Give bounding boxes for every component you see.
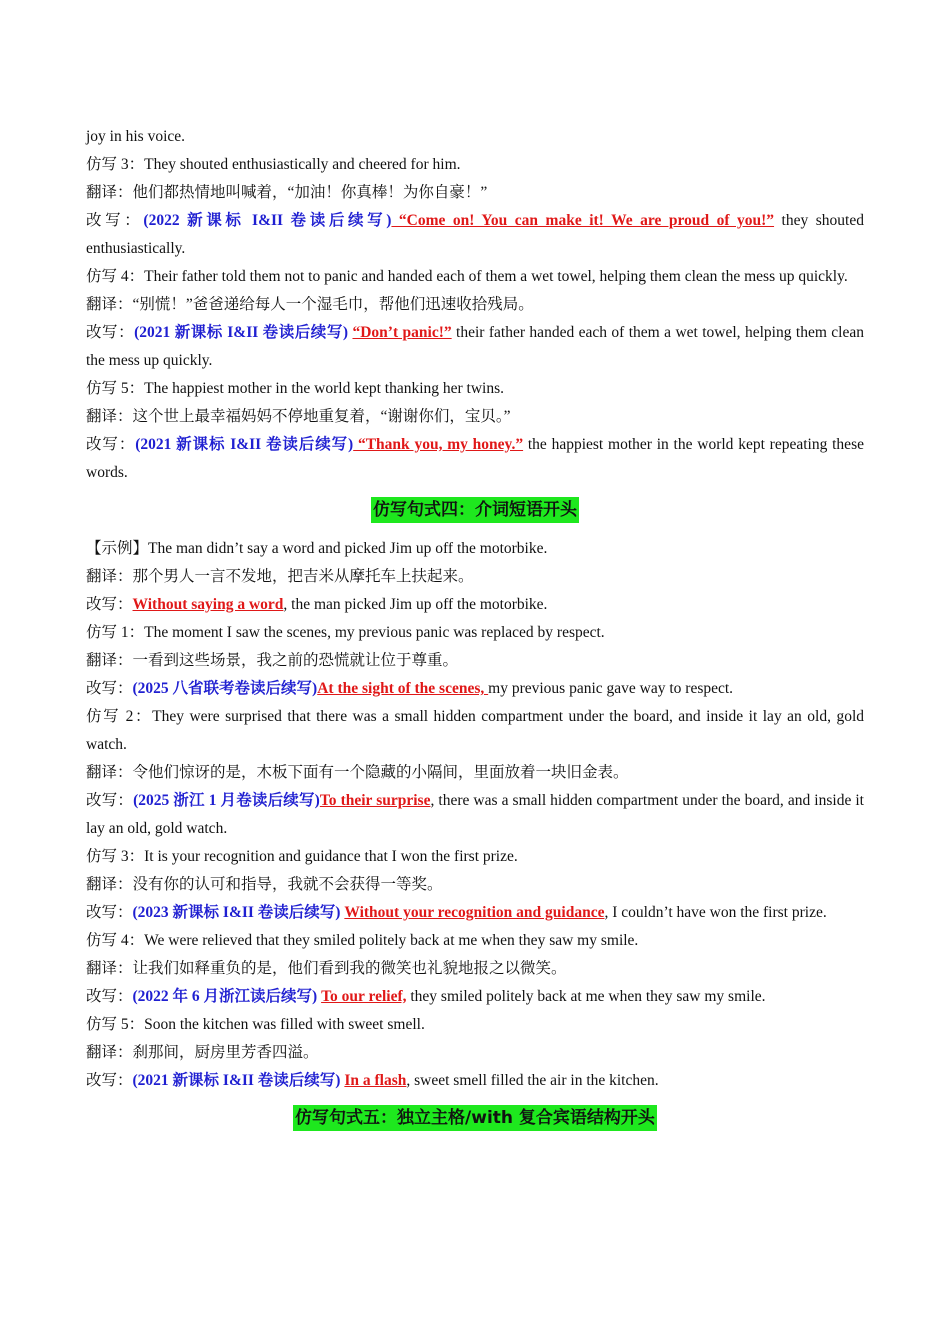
rewrite-1: 改写：(2025 八省联考卷读后续写)At the sight of the scenes, my previous panic gave way to respect. — [86, 680, 734, 697]
document-page — [86, 123, 864, 1143]
rewrite-5: 改写：(2021 新课标 I&II 卷读后续写) “Thank you, my honey.” the happiest mother in the world kept repeating these words. — [86, 436, 864, 481]
section4-body — [86, 535, 864, 1095]
highlight-phrase: “Thank you, my honey.” — [353, 436, 524, 453]
translation-1: 翻译：一看到这些场景，我之前的恐慌就让位于尊重。 — [86, 652, 459, 669]
highlight-phrase: To their surprise — [319, 792, 431, 809]
section-heading: 仿写句式五：独立主格/with 复合宾语结构开头 — [293, 1105, 657, 1131]
translation-4: 翻译：“别慌！”爸爸递给每人一个湿毛巾，帮他们迅速收拾残局。 — [86, 296, 534, 313]
highlight-phrase: In a flash — [344, 1072, 407, 1089]
source-tag: (2021 新课标 I&II 卷读后续写) — [135, 436, 354, 453]
intro-line: joy in his voice. — [86, 128, 186, 145]
rewrite-2: 改写：(2025 浙江 1 月卷读后续写)To their surprise, there was a small hidden compartment under the board, and inside it lay an old, gold watch. — [86, 792, 864, 837]
section3-tail — [86, 151, 864, 487]
section4-heading-wrap — [86, 497, 864, 525]
imitation-2: 仿写 2：They were surprised that there was a small hidden compartment under the board, and inside it lay an old, gold watch. — [86, 708, 864, 753]
highlight-phrase: To our relief, — [321, 988, 407, 1005]
rewrite-3: 改写：(2022 新课标 I&II 卷读后续写) “Come on! You can make it! We are proud of you!” they shouted enthusiastically. — [86, 212, 864, 257]
imitation-3: 仿写 3：They shouted enthusiastically and cheered for him. — [86, 156, 461, 173]
translation-5b: 翻译：刹那间，厨房里芳香四溢。 — [86, 1044, 319, 1061]
source-tag: (2022 年 6 月浙江读后续写) — [132, 988, 322, 1005]
imitation-1: 仿写 1：The moment I saw the scenes, my previous panic was replaced by respect. — [86, 624, 605, 641]
imitation-3b: 仿写 3：It is your recognition and guidance that I won the first prize. — [86, 848, 518, 865]
translation-3b: 翻译：没有你的认可和指导，我就不会获得一等奖。 — [86, 876, 443, 893]
highlight-phrase: At the sight of the scenes, — [317, 680, 489, 697]
highlight-phrase: “Don’t panic!” — [352, 324, 452, 341]
imitation-5: 仿写 5：The happiest mother in the world kept thanking her twins. — [86, 380, 505, 397]
rewrite-3b: 改写：(2023 新课标 I&II 卷读后续写) Without your recognition and guidance, I couldn’t have won the first prize. — [86, 904, 827, 921]
source-tag: (2023 新课标 I&II 卷读后续写) — [132, 904, 345, 921]
section5-heading-wrap — [86, 1105, 864, 1133]
rewrite-5b: 改写：(2021 新课标 I&II 卷读后续写) In a flash, sweet smell filled the air in the kitchen. — [86, 1072, 659, 1089]
example-rewrite: 改写：Without saying a word, the man picked Jim up off the motorbike. — [86, 596, 548, 613]
highlight-phrase: “Come on! You can make it! We are proud of you!” — [391, 212, 775, 229]
translation-2: 翻译：令他们惊讶的是，木板下面有一个隐藏的小隔间，里面放着一块旧金表。 — [86, 764, 629, 781]
rewrite-4b: 改写：(2022 年 6 月浙江读后续写) To our relief, they smiled politely back at me when they saw my smile. — [86, 988, 766, 1005]
highlight-phrase: Without your recognition and guidance — [344, 904, 605, 921]
highlight-phrase: Without saying a word — [132, 596, 284, 613]
section-heading: 仿写句式四：介词短语开头 — [371, 497, 579, 523]
source-tag: (2021 新课标 I&II 卷读后续写) — [134, 324, 349, 341]
example-line: 【示例】The man didn’t say a word and picked Jim up off the motorbike. — [86, 540, 548, 557]
source-tag: (2025 八省联考卷读后续写) — [132, 680, 318, 697]
source-tag: (2025 浙江 1 月卷读后续写) — [133, 792, 320, 809]
example-translation: 翻译：那个男人一言不发地，把吉米从摩托车上扶起来。 — [86, 568, 474, 585]
translation-4b: 翻译：让我们如释重负的是，他们看到我的微笑也礼貌地报之以微笑。 — [86, 960, 567, 977]
imitation-5b: 仿写 5：Soon the kitchen was filled with sweet smell. — [86, 1016, 425, 1033]
imitation-4: 仿写 4：Their father told them not to panic and handed each of them a wet towel, helping them clean the mess up quickly. — [86, 268, 848, 285]
translation-5: 翻译：这个世上最幸福妈妈不停地重复着，“谢谢你们，宝贝。” — [86, 408, 511, 425]
rewrite-4: 改写：(2021 新课标 I&II 卷读后续写) “Don’t panic!” their father handed each of them a wet towel, helping them clean the mess up quickly. — [86, 324, 864, 369]
translation-3: 翻译：他们都热情地叫喊着，“加油！你真棒！为你自豪！” — [86, 184, 488, 201]
imitation-4b: 仿写 4：We were relieved that they smiled politely back at me when they saw my smile. — [86, 932, 639, 949]
source-tag: (2022 新课标 I&II 卷读后续写) — [143, 212, 392, 229]
source-tag: (2021 新课标 I&II 卷读后续写) — [132, 1072, 345, 1089]
